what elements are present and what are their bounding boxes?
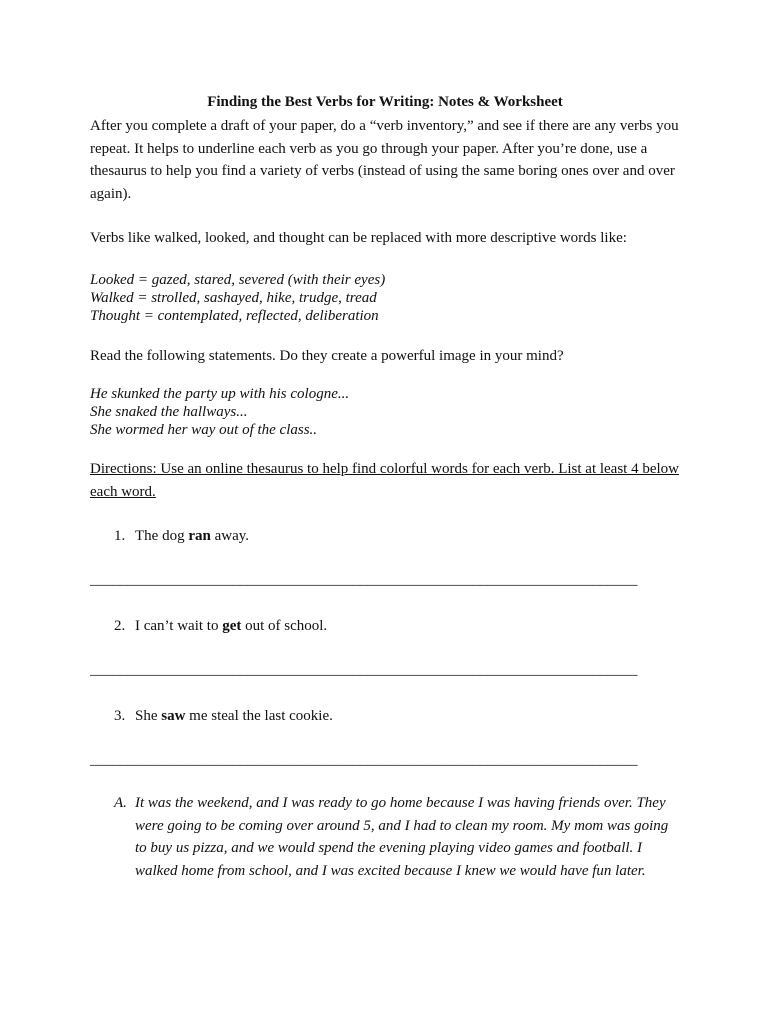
exercise-item-3 bbox=[114, 706, 680, 726]
story-text: It was the weekend, and I was ready to go home because I was having friends over. They were going to be coming over around 5, and I had to clean my room. My mom was going to buy us pizza, and we would spend the evening playing video games and football. I walked home from school, and I was excited because I knew we would have fun later. bbox=[135, 795, 669, 879]
example-skunked: He skunked the party up with his cologne... bbox=[90, 386, 350, 402]
synonym-list bbox=[90, 271, 680, 325]
synonym-thought: Thought = contemplated, reflected, deliberation bbox=[90, 307, 379, 324]
page-title: Finding the Best Verbs for Writing: Notes & Worksheet bbox=[207, 94, 563, 110]
example-list bbox=[90, 385, 680, 439]
exercise-item-1 bbox=[114, 526, 680, 546]
item-text-after: me steal the last cookie. bbox=[185, 708, 333, 724]
synonym-looked: Looked = gazed, stared, severed (with their eyes) bbox=[90, 271, 386, 288]
item-text-after: away. bbox=[210, 528, 250, 544]
intro-paragraph: After you complete a draft of your paper, do a “verb inventory,” and see if there are any verbs you repeat. It helps to underline each verb as you go through your paper. After you’re done, use a thesaurus to help you find a variety of verbs (instead of using the same boring ones over and over again). bbox=[90, 118, 679, 202]
item-verb: saw bbox=[161, 708, 186, 724]
story-paragraph bbox=[114, 792, 680, 882]
worksheet-page bbox=[90, 92, 680, 882]
exercise-item-2 bbox=[114, 616, 680, 636]
read-statement: Read the following statements. Do they create a powerful image in your mind? bbox=[90, 347, 564, 364]
item-number: 1. bbox=[114, 528, 126, 544]
story-letter: A. bbox=[114, 795, 127, 811]
item-text-after: out of school. bbox=[241, 618, 328, 634]
item-number: 3. bbox=[114, 708, 126, 724]
example-wormed: She wormed her way out of the class.. bbox=[90, 422, 318, 438]
item-verb: get bbox=[222, 618, 242, 634]
answer-line-2[interactable]: _________________________________________________________________________ bbox=[90, 662, 638, 678]
item-text-before: I can’t wait to bbox=[135, 618, 223, 634]
synonym-walked: Walked = strolled, sashayed, hike, trudge, tread bbox=[90, 289, 377, 306]
verbs-like-paragraph: Verbs like walked, looked, and thought can be replaced with more descriptive words like: bbox=[90, 230, 627, 246]
answer-line-1[interactable]: _________________________________________________________________________ bbox=[90, 572, 638, 588]
item-text-before: She bbox=[135, 708, 162, 724]
answer-line-3[interactable]: _________________________________________________________________________ bbox=[90, 752, 638, 768]
example-snaked: She snaked the hallways... bbox=[90, 404, 248, 420]
item-number: 2. bbox=[114, 618, 126, 634]
directions: Directions: Use an online thesaurus to help find colorful words for each verb. List at least 4 below each word. bbox=[90, 461, 680, 500]
item-text-before: The dog bbox=[135, 528, 189, 544]
item-verb: ran bbox=[188, 528, 211, 544]
